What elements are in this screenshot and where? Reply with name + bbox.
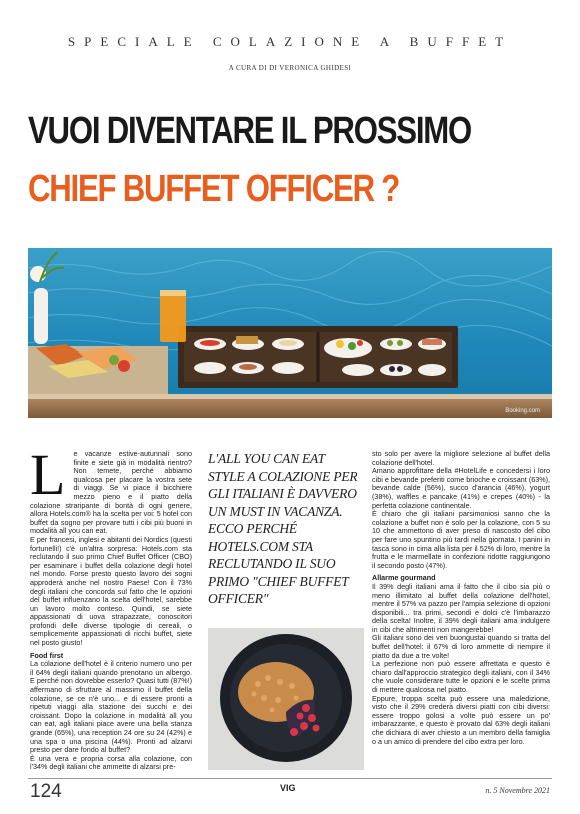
- granola-bowl-illustration: [208, 628, 364, 770]
- col3-paragraph-6: La perfezione non può essere affrettata e questo è chiaro dall'approccio strategico degli italiani, con il 34% che vuole considerare tutte le opzioni e le scelte prima di mettere qualcosa nel piatto.: [372, 659, 550, 695]
- col3-paragraph-2: Amano approfittare della #HotelLife e concedersi i loro cibi e bevande preferiti come brioche e croissant (63%), bevande calde (56%), succo d'arancia (46%), yogurt (38%), waffles e pancake (41%) e crepes (40%) - la perfetta colazione continentale.: [372, 466, 550, 510]
- col1-paragraph-1: e vacanze estive-autunnali sono finite e siete già in modalità rientro? Non temete, perché abbiamo qualcosa per placare la vostra sete di viaggi. Se vi piace il bicchiere mezzo pieno e il piatto della colazione straripante di bontà di ogni genere, allora Hotels.com® ha la scelta per voi: 5 hotel con buffet da sogno per provare tutti i cibi più buoni in modalità all you can eat.: [30, 449, 192, 536]
- article-column-1: [30, 442, 192, 772]
- headline-line-2: CHIEF BUFFET OFFICER ?: [28, 168, 400, 210]
- granola-bowl-photo: [208, 628, 364, 770]
- photo-credit: Booking.com: [505, 408, 540, 414]
- breakfast-pool-photo: [28, 248, 552, 418]
- col3-paragraph-3: È chiaro che gli italiani parsimoniosi sanno che la colazione a buffet non è solo per la colazione, con 5 su 10 che ammettono di aver preso di nascosto del cibo per fare uno spuntino più tardi nella giornata. I panini in tasca sono in cima alla lista per il 52% di loro, mentre la frutta e le marmellate in confezioni ridotte raggiungono il secondo posto (47%).: [372, 509, 550, 570]
- col3-paragraph-5: Gli italiani sono dei veri buongustai quando si tratta del buffet dell'hotel: il 67% di loro ammette di riempire il piatto da due a tre volte!: [372, 633, 550, 660]
- col1-paragraph-4: È una vera e propria corsa alla colazione, con l'34% degli italiani che ammette di alzarsi pre-: [30, 753, 192, 772]
- magazine-logo: VIG: [280, 783, 296, 793]
- footer-rule: [28, 778, 552, 779]
- headline-line-1: VUOI DIVENTARE IL PROSSIMO: [28, 110, 471, 152]
- col3-paragraph-4: Il 39% degli italiani ama il fatto che il cibo sia più o meno illimitato al buffet della colazione dell'hotel, mentre il 57% va pazzo per l'ampia selezione di opzioni disponibili... tra primi, secondi e dolci c'è l'imbarazzo della scelta! Inoltre, il 39% degli italiani ama indulgere in cibi che altrimenti non mangerebbe!: [372, 581, 550, 634]
- col1-paragraph-3: La colazione dell'hotel è il criterio numero uno per il 64% degli italiani quando prenotano un albergo. E perché non dovrebbe esserlo? Quasi tutti (87%!) affermano di sfruttare al massimo il buffet della colazione, se ce n'è uno... e di essere pronti a ripetuti viaggi alla stazione dei succhi e dei croissant. Dopo la colazione in modalità all you can eat, agli italiani piace avere una bella stanza grande (65%), una reception 24 ore su 24 (42%) e una spa o una piscina (44%). Pronti ad alzarvi presto per dare fondo al buffet?: [30, 659, 192, 755]
- byline: A CURA DI DI VERONICA GHIDESI: [228, 64, 352, 72]
- subhead-allarme-gourmand: Allarme gourmand: [372, 573, 436, 583]
- section-kicker: SPECIALE COLAZIONE A BUFFET: [67, 34, 513, 49]
- page-number: 124: [30, 781, 62, 802]
- col1-paragraph-2: E per francesi, inglesi e abitanti dei Nordics (questi fortunelli!) c'è un'altra sorpresa: Hotels.com sta reclutando il suo primo Chief Buffet Officer (CBO) per esaminare i buffet della colazione degli hotel nel mondo. Forse presto questo lavoro dei sogni approderà anche nel nostro Paese! Con il 73% degli italiani che concorda sul fatto che le opzioni del buffet influenzano la scelta dell'hotel, sarebbe un lavoro molto conteso. Quindi, se siete appassionati di uova strapazzate, conoscitori profondi delle diverse tipologie di cereali, o semplicemente appassionati di ricchi buffet, siete nel posto giusto!: [30, 534, 192, 648]
- subhead-food-first: Food first: [30, 650, 64, 660]
- pull-quote: L'ALL YOU CAN EAT STYLE A COLAZIONE PER GLI ITALIANI È DAVVERO UN MUST IN VACANZA. ECCO PERCHÉ HOTELS.COM STA RECLUTANDO IL SUO PRIMO "CHIEF BUFFET OFFICER": [208, 451, 358, 606]
- col3-paragraph-1: sto solo per avere la migliore selezione al buffet della colazione dell'hotel.: [372, 449, 550, 467]
- article-column-3: [372, 450, 550, 746]
- issue-info: n. 5 Novembre 2021: [485, 786, 550, 795]
- col3-paragraph-7: Eppure, troppa scelta può essere una maledizione, visto che il 29% crederà diversi piatti con cibi diversi: essere troppo golosi a volte può essere un po' imbarazzante, e questo è provato dal 63% degli italiani che dichiara di aver chiesto a un membro della famiglia o a un amico di prendere del cibo extra per loro.: [372, 693, 550, 746]
- drop-cap: L: [30, 442, 66, 507]
- breakfast-tray-illustration: [28, 248, 552, 418]
